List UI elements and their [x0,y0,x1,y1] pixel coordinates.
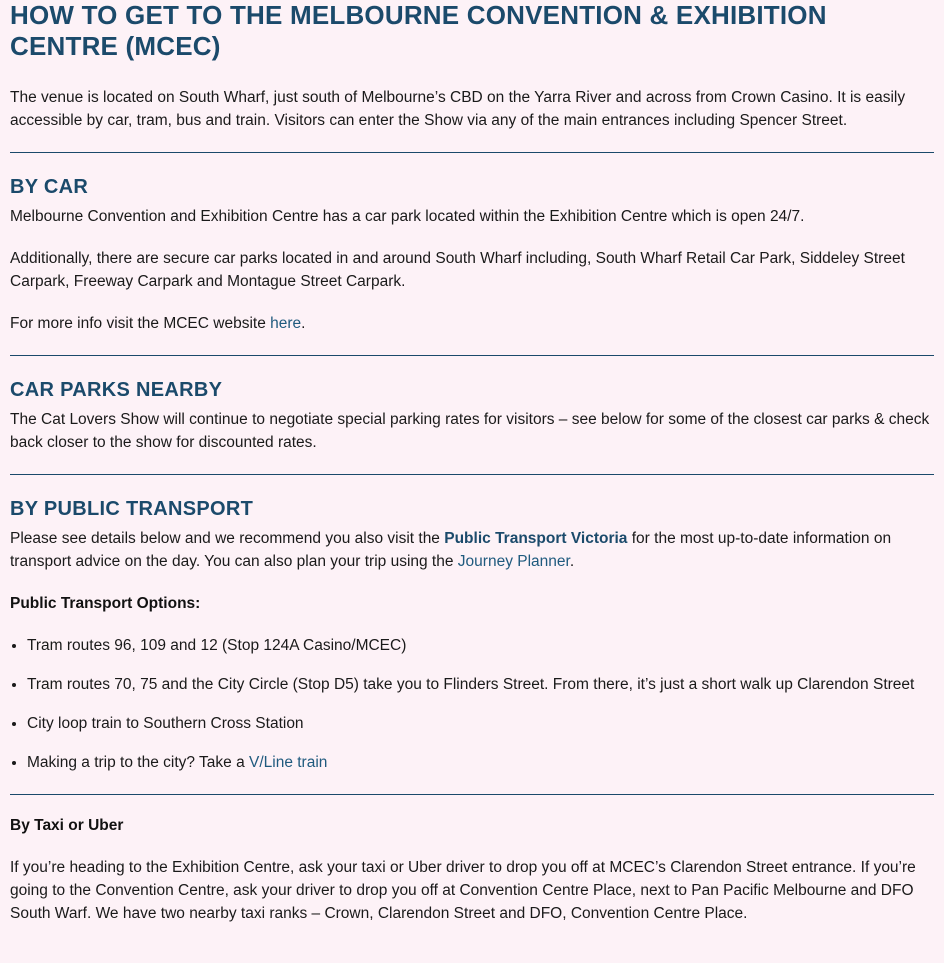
by-car-more-info-text: For more info visit the MCEC website [10,315,271,332]
transport-options-list [10,634,934,774]
page-title: HOW TO GET TO THE MELBOURNE CONVENTION & EXHIBITION CENTRE (MCEC) [10,0,827,61]
car-parks-paragraph: The Cat Lovers Show will continue to negotiate special parking rates for visitors – see below for some of the closest car parks & check back closer to the show for discounted rates. [10,411,930,451]
car-parks-heading: CAR PARKS NEARBY [10,379,223,401]
taxi-paragraph: If you’re heading to the Exhibition Centre, ask your taxi or Uber driver to drop you off at MCEC’s Clarendon Street entrance. If you’re going to the Convention Centre, ask your driver to drop you off at Convention Centre Place, next to Pan Pacific Melbourne and DFO South Warf. We have two nearby taxi ranks – Crown, Clarendon Street and DFO, Convention Centre Place. [10,859,916,922]
list-item: • Tram routes 96, 109 and 12 (Stop 124A Casino/MCEC) [27,634,934,657]
transport-options-label: Public Transport Options: [10,595,201,612]
public-transport-paragraph [10,527,934,573]
public-transport-text-2: for the most up-to-date information on transport advice on the day. You can also plan your trip using the [10,530,892,570]
public-transport-text-1: Please see details below and we recommend you also visit the [10,530,445,547]
intro-paragraph: The venue is located on South Wharf, just south of Melbourne’s CBD on the Yarra River and across from Crown Casino. It is easily accessible by car, tram, bus and train. Visitors can enter the Show via any of the main entrances including Spencer Street. [10,89,906,129]
public-transport-heading: BY PUBLIC TRANSPORT [10,498,254,520]
list-item: • City loop train to Southern Cross Station [27,712,934,735]
mcec-website-link[interactable]: here [270,315,302,332]
vline-train-link[interactable]: V/Line train [249,754,328,771]
by-car-period: . [301,315,306,332]
taxi-heading: By Taxi or Uber [10,817,124,834]
ptv-link[interactable]: Public Transport Victoria [444,530,628,547]
section-divider [10,794,934,795]
by-car-heading: BY CAR [10,176,89,198]
public-transport-period: . [569,553,575,570]
list-item: • Tram routes 70, 75 and the City Circle (Stop D5) take you to Flinders Street. From there, it’s just a short walk up Clarendon Street [27,673,934,696]
section-divider [10,355,934,356]
section-divider [10,474,934,475]
list-item [27,751,934,774]
vline-text: Making a trip to the city? Take a [27,754,249,771]
section-divider [10,152,934,153]
by-car-paragraph-3 [10,312,934,335]
journey-planner-link[interactable]: Journey Planner [457,553,570,570]
by-car-paragraph-2: Additionally, there are secure car parks located in and around South Wharf including, South Wharf Retail Car Park, Siddeley Street Carpark, Freeway Carpark and Montague Street Carpark. [10,250,905,290]
by-car-paragraph-1: Melbourne Convention and Exhibition Centre has a car park located within the Exhibition Centre which is open 24/7. [10,208,805,225]
